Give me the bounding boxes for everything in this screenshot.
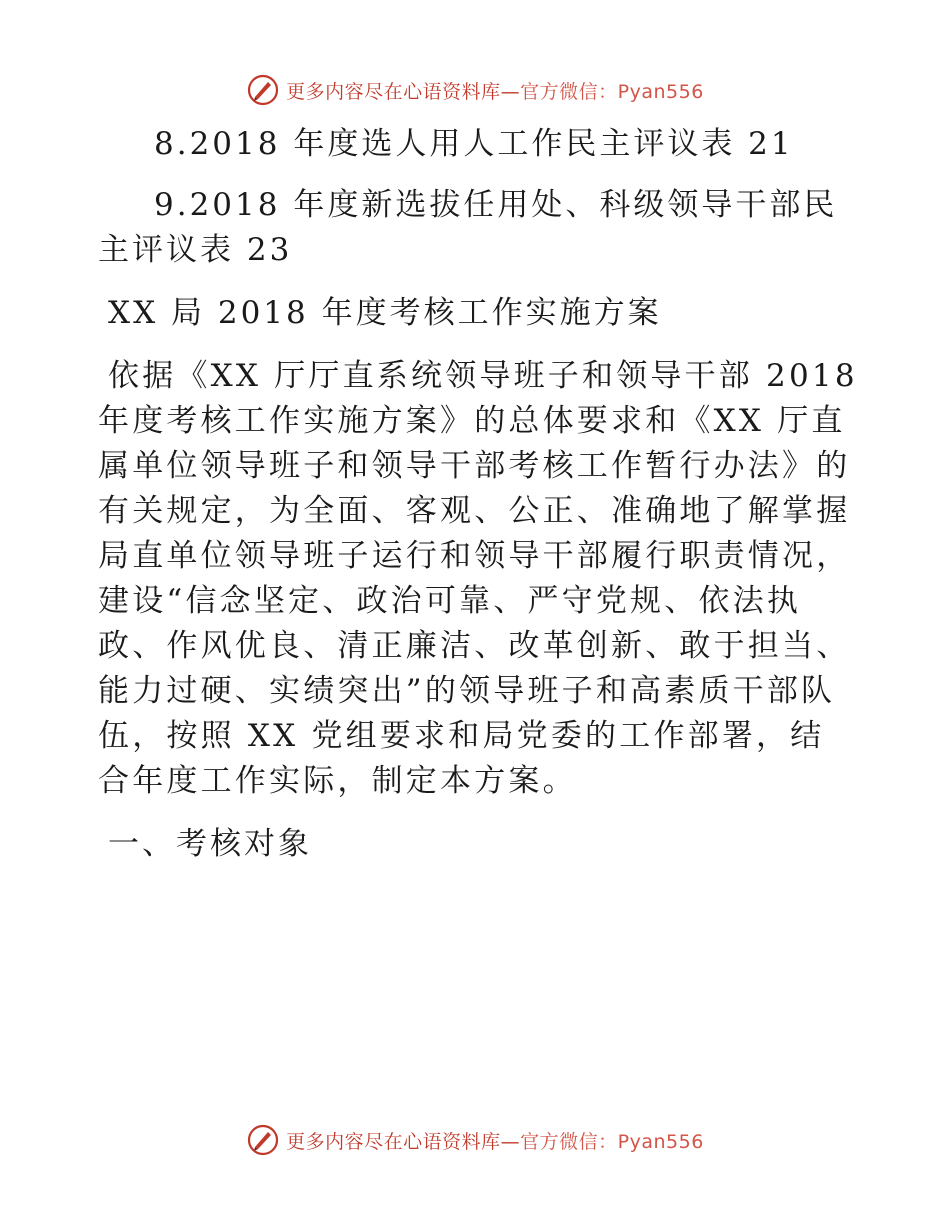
watermark-footer <box>0 1120 950 1160</box>
intro-paragraph: 依据《XX 厅厅直系统领导班子和领导干部 2018 年度考核工作实施方案》的总体要求和《XX 厅直属单位领导班子和领导干部考核工作暂行办法》的有关规定，为全面、客观、公正、准确地了解掌握局直单位领导班子运行和领导干部履行职责情况，建设“信念坚定、政治可靠、严守党规、依法执政、作风优良、清正廉洁、改革创新、敢于担当、能力过硬、实绩突出”的领导班子和高素质干部队伍，按照 XX 党组要求和局党委的工作部署，结合年度工作实际，制定本方案。 <box>98 358 858 799</box>
watermark-header <box>0 70 950 110</box>
pen-logo-icon <box>246 1123 280 1157</box>
watermark-text: 更多内容尽在心语资料库— <box>286 80 521 103</box>
watermark-text: 更多内容尽在心语资料库— <box>286 1130 521 1153</box>
document-title: XX 局 2018 年度考核工作实施方案 <box>108 295 662 331</box>
watermark-contact: 官方微信：Pyan556 <box>520 1130 704 1153</box>
toc-item-9: 9.2018 年度新选拔任用处、科级领导干部民主评议表 23 <box>98 187 838 268</box>
section-heading-1: 一、考核对象 <box>108 826 312 862</box>
toc-item-8: 8.2018 年度选人用人工作民主评议表 21 <box>154 126 794 162</box>
watermark-contact: 官方微信：Pyan556 <box>520 80 704 103</box>
pen-logo-icon <box>246 73 280 107</box>
document-body <box>98 122 858 867</box>
